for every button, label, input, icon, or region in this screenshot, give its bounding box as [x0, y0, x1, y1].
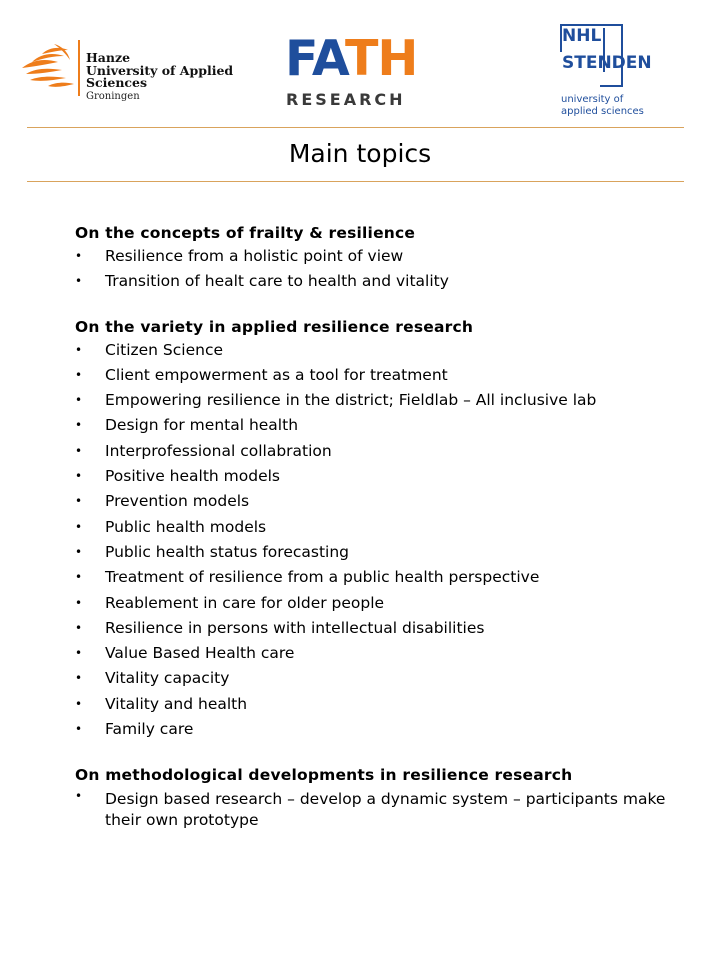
nhl-stenden-logo: [560, 24, 680, 120]
hanze-logo: [18, 38, 276, 102]
list-item: [75, 786, 675, 831]
list-item: [75, 515, 675, 540]
list-item-text: Vitality and health: [105, 694, 248, 713]
list-item-text: Resilience from a holistic point of view: [105, 247, 404, 265]
bullet-icon: •: [75, 696, 83, 711]
nhl-subtitle: university of applied sciences: [561, 94, 644, 117]
header-divider-bottom: [27, 181, 684, 182]
list-item: [75, 439, 675, 464]
list-item: [75, 338, 675, 363]
stenden-word: STENDEN: [562, 53, 652, 73]
list-item-text: Prevention models: [105, 492, 250, 511]
topic-list-concepts: [75, 244, 675, 295]
list-item: [75, 591, 675, 616]
bullet-icon: •: [75, 722, 83, 737]
list-item-text: Resilience in persons with intellectual disabilities: [105, 618, 485, 637]
list-item-text: Citizen Science: [105, 340, 224, 359]
bullet-icon: •: [75, 393, 83, 408]
list-item-text: Treatment of resilience from a public health perspective: [105, 568, 540, 587]
nhl-word: NHL: [562, 26, 602, 46]
list-item-text: Vitality capacity: [105, 669, 230, 688]
bullet-icon: •: [75, 519, 83, 534]
list-item: [75, 464, 675, 489]
topics-content: [75, 222, 675, 831]
bullet-icon: •: [75, 570, 83, 585]
bullet-icon: •: [75, 274, 83, 289]
topic-list-methodological: [75, 786, 675, 831]
topic-list-variety: [75, 338, 675, 743]
bullet-icon: •: [75, 595, 83, 610]
bullet-icon: •: [75, 367, 83, 382]
bullet-icon: •: [75, 443, 83, 458]
list-item: [75, 244, 675, 269]
bullet-icon: •: [75, 646, 83, 661]
hanze-name-line1: Hanze: [86, 50, 131, 65]
list-item-text: Reablement in care for older people: [105, 593, 385, 612]
bullet-icon: •: [75, 620, 83, 635]
bullet-icon: •: [75, 671, 83, 686]
faith-word-blue: FA: [285, 30, 345, 87]
bullet-icon: •: [75, 418, 83, 433]
faith-word-orange: TH: [344, 30, 418, 87]
list-item-text: Positive health models: [105, 467, 281, 486]
list-item-text: Interprofessional collabration: [105, 441, 332, 460]
list-item-text: Public health models: [105, 517, 267, 536]
list-item: [75, 616, 675, 641]
bullet-icon: •: [75, 789, 83, 804]
list-item: [75, 413, 675, 438]
faith-subtitle: RESEARCH: [286, 90, 406, 109]
list-item-text: Public health status forecasting: [105, 542, 349, 561]
list-item: [75, 565, 675, 590]
list-item: [75, 489, 675, 514]
list-item: [75, 641, 675, 666]
section-heading-methodological: On methodological developments in resilience research: [75, 766, 573, 785]
hanze-flame-icon: [18, 38, 88, 98]
list-item: [75, 540, 675, 565]
bullet-icon: •: [75, 469, 83, 484]
list-item-text: Value Based Health care: [105, 644, 295, 663]
bullet-icon: •: [75, 494, 83, 509]
list-item: [75, 666, 675, 691]
faith-research-logo: [285, 30, 457, 110]
bullet-icon: •: [75, 249, 83, 263]
section-heading-variety: On the variety in applied resilience research: [75, 317, 474, 336]
faith-wordmark: [285, 30, 418, 87]
list-item: [75, 717, 675, 742]
bullet-icon: •: [75, 544, 83, 559]
page-title: Main topics: [288, 139, 432, 168]
list-item: [75, 388, 675, 413]
bullet-icon: •: [75, 342, 83, 357]
hanze-city: Groningen: [86, 90, 140, 102]
list-item-text: Family care: [105, 720, 194, 739]
list-item-text: Transition of healt care to health and vitality: [105, 272, 449, 291]
list-item-text: Design based research – develop a dynamic system – participants make their own prototype: [105, 790, 666, 830]
hanze-name-line2: University of Applied Sciences: [86, 62, 234, 90]
header-divider-top: [27, 127, 684, 128]
list-item-text: Empowering resilience in the district; Fieldlab – All inclusive lab: [105, 391, 597, 410]
list-item: [75, 269, 675, 294]
list-item-text: Client empowerment as a tool for treatment: [105, 365, 448, 384]
section-heading-concepts: On the concepts of frailty & resilience: [75, 224, 416, 242]
list-item-text: Design for mental health: [105, 416, 299, 435]
list-item: [75, 363, 675, 388]
list-item: [75, 692, 675, 717]
